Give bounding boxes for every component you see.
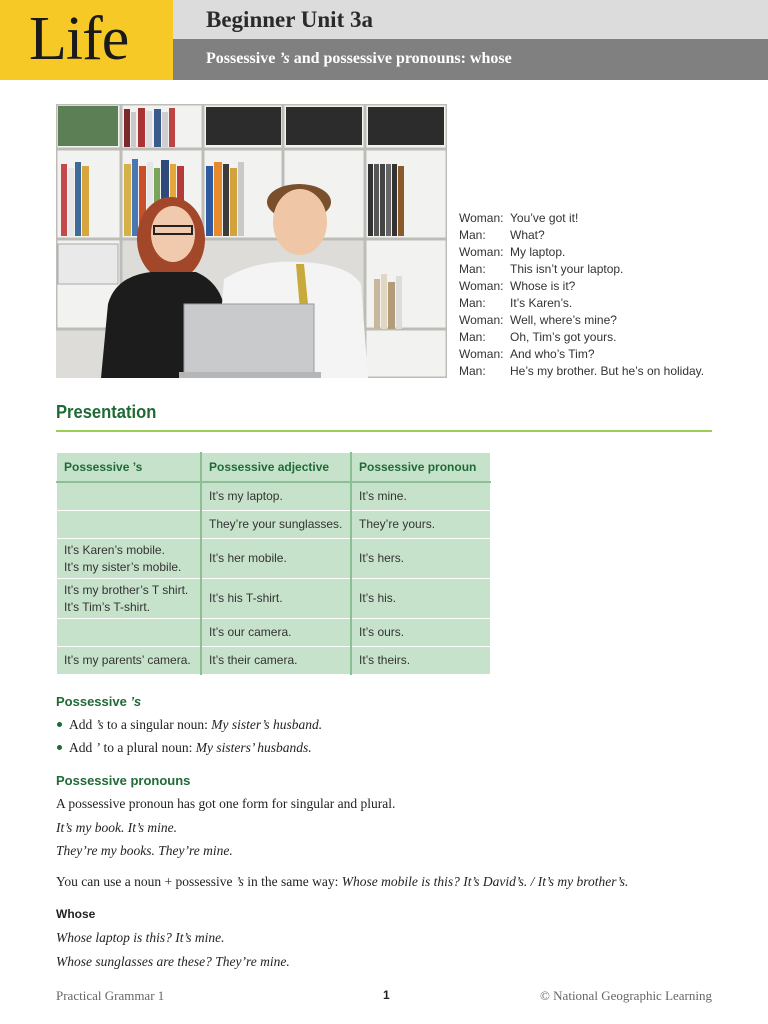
footer-title: Practical Grammar 1: [56, 988, 165, 1003]
dialogue-text: Whose is it?: [510, 279, 576, 293]
table-cell: It’s his T-shirt.: [201, 579, 351, 619]
table-cell: They’re your sunglasses.: [201, 511, 351, 539]
dialogue-text: He’s my brother. But he’s on holiday.: [510, 364, 705, 378]
dialogue-text: This isn’t your laptop.: [510, 262, 624, 276]
dialogue-speaker: Man:: [459, 330, 486, 344]
dialogue-text: Well, where’s mine?: [510, 313, 617, 327]
dialogue-line: [459, 210, 704, 227]
body-text: You can use a noun + possessive ’s in the same way: Whose mobile is this? It’s David’s. / It’s my brother’s.: [56, 874, 629, 889]
brand-logo-box: [0, 0, 173, 80]
dialogue-line: [459, 227, 704, 244]
subtitle-bar: [173, 39, 768, 80]
table-cell: It’s our camera.: [201, 619, 351, 647]
table-cell: It’s Karen’s mobile. It’s my sister’s mobile.: [57, 539, 202, 579]
example-text: Whose laptop is this? It’s mine.: [56, 930, 225, 945]
dialogue-speaker: Woman:: [459, 245, 504, 259]
dialogue-text: And who’s Tim?: [510, 347, 595, 361]
dialogue: [459, 210, 704, 380]
table-cell: It’s my parents’ camera.: [57, 647, 202, 675]
table-cell: It’s her mobile.: [201, 539, 351, 579]
subheading-possessive-pronouns: Possessive pronouns: [56, 773, 191, 788]
table-header: Possessive adjective: [201, 453, 351, 483]
grammar-table: [56, 452, 491, 675]
table-cell: [57, 619, 202, 647]
photo-illustration: [56, 104, 447, 378]
table-row: [57, 579, 491, 619]
table-cell: It’s hers.: [351, 539, 491, 579]
dialogue-speaker: Woman:: [459, 347, 504, 361]
dialogue-speaker: Man:: [459, 262, 486, 276]
dialogue-text: What?: [510, 228, 545, 242]
classroom-photo: [56, 104, 447, 378]
table-cell: It’s ours.: [351, 619, 491, 647]
dialogue-line: [459, 244, 704, 261]
example-text: It’s my book. It’s mine.: [56, 820, 177, 835]
dialogue-speaker: Man:: [459, 296, 486, 310]
section-rule: [56, 430, 712, 432]
table-cell: They’re yours.: [351, 511, 491, 539]
dialogue-line: [459, 346, 704, 363]
dialogue-line: [459, 261, 704, 278]
table-cell: [57, 511, 202, 539]
table-cell: It’s my laptop.: [201, 482, 351, 511]
table-cell: It’s mine.: [351, 482, 491, 511]
table-cell: It’s their camera.: [201, 647, 351, 675]
page-title: Beginner Unit 3a: [206, 7, 373, 32]
table-cell: [57, 482, 202, 511]
table-row: [57, 511, 491, 539]
dialogue-text: It’s Karen’s.: [510, 296, 573, 310]
dialogue-speaker: Man:: [459, 364, 486, 378]
dialogue-speaker: Man:: [459, 228, 486, 242]
dialogue-line: [459, 312, 704, 329]
example-text: Whose sunglasses are these? They’re mine.: [56, 954, 290, 969]
table-cell: It’s theirs.: [351, 647, 491, 675]
page-subtitle: Possessive ’s and possessive pronouns: whose: [206, 50, 512, 67]
dialogue-speaker: Woman:: [459, 211, 504, 225]
table-header: Possessive ’s: [57, 453, 202, 483]
dialogue-line: [459, 278, 704, 295]
dialogue-line: [459, 363, 704, 380]
table-cell: It’s his.: [351, 579, 491, 619]
body-text: A possessive pronoun has got one form for singular and plural.: [56, 796, 396, 811]
page-number: 1: [383, 988, 390, 1002]
dialogue-speaker: Woman:: [459, 313, 504, 327]
dialogue-text: You’ve got it!: [510, 211, 579, 225]
dialogue-line: [459, 295, 704, 312]
dialogue-line: [459, 329, 704, 346]
table-header-row: [57, 453, 491, 483]
title-bar: [173, 0, 768, 39]
table-header: Possessive pronoun: [351, 453, 491, 483]
table-row: [57, 647, 491, 675]
table-row: [57, 482, 491, 511]
brand-logo: Life: [29, 5, 129, 73]
footer-copyright: © National Geographic Learning: [540, 988, 712, 1003]
table-row: [57, 539, 491, 579]
example-text: They’re my books. They’re mine.: [56, 843, 233, 858]
bullet-item: Add ’ to a plural noun: My sisters’ husbands.: [56, 740, 312, 756]
dialogue-text: My laptop.: [510, 245, 566, 259]
subheading-possessive-s: Possessive ’s: [56, 694, 142, 709]
bullet-dot-icon: [57, 722, 62, 727]
table-cell: It’s my brother’s T shirt. It’s Tim’s T-shirt.: [57, 579, 202, 619]
table-row: [57, 619, 491, 647]
subheading-whose: Whose: [56, 907, 96, 921]
bullet-dot-icon: [57, 745, 62, 750]
dialogue-text: Oh, Tim’s got yours.: [510, 330, 617, 344]
bullet-item: Add ’s to a singular noun: My sister’s husband.: [56, 717, 322, 733]
section-heading-presentation: Presentation: [56, 402, 157, 422]
dialogue-speaker: Woman:: [459, 279, 504, 293]
